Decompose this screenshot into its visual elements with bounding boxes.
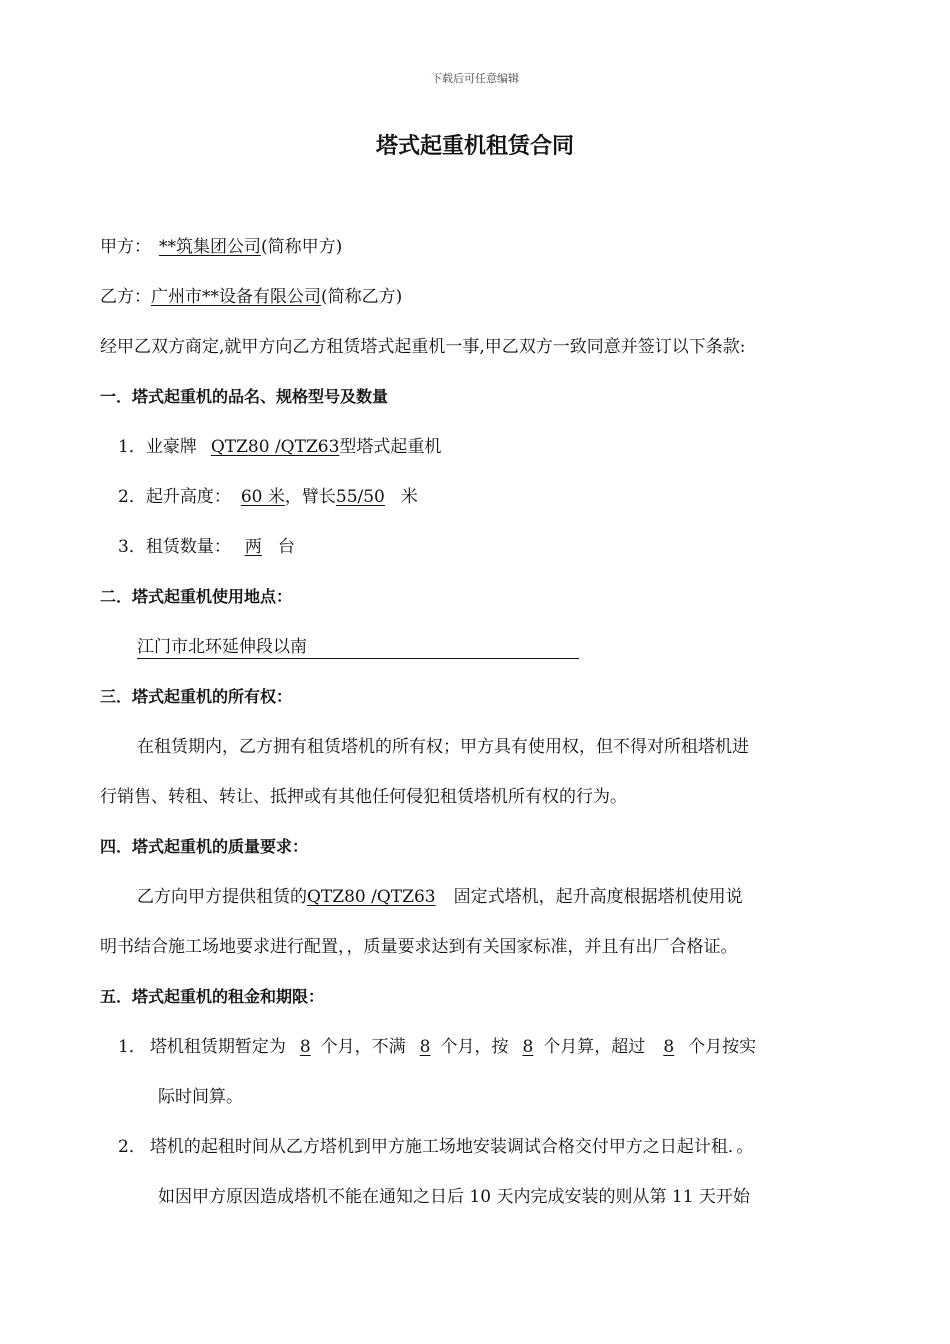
s1-item-2-mid: ，臂长	[284, 487, 336, 507]
s5-item-1-number: 1．	[118, 1037, 146, 1057]
s3-paragraph-line-2: 行销售、转租、转让、抵押或有其他任何侵犯租赁塔机所有权的行为。	[100, 787, 627, 807]
section-3-heading: 三．塔式起重机的所有权：	[100, 687, 293, 706]
s4-p1-suffix: 固定式塔机，起升高度根据塔机使用说	[453, 887, 743, 907]
s1-item-2-height: 60 米	[240, 487, 285, 507]
s5-item-1-text-e: 个月按实	[688, 1037, 757, 1057]
party-b-line	[100, 286, 402, 308]
intro-paragraph: 经甲乙双方商定,就甲方向乙方租赁塔式起重机一事,甲乙双方一致同意并签订以下条款:	[100, 337, 746, 357]
s5-item-2-text: 塔机的起租时间从乙方塔机到甲方施工场地安装调试合格交付甲方之日起计租．。	[149, 1137, 754, 1157]
s4-paragraph-line-1	[137, 886, 743, 908]
s5-item-1-value-1: 8	[299, 1037, 311, 1057]
party-a-suffix: (简称甲方)	[261, 237, 343, 257]
section-2-heading: 二．塔式起重机使用地点：	[100, 587, 293, 606]
s5-item-2	[118, 1136, 753, 1158]
section-4-heading: 四．塔式起重机的质量要求：	[100, 837, 309, 856]
s3-paragraph-line-1: 在租赁期内，乙方拥有租赁塔机的所有权；甲方具有使用权，但不得对所租塔机进	[137, 737, 749, 757]
s1-item-1-model: QTZ80 /QTZ63	[210, 437, 340, 457]
document-title: 塔式起重机租赁合同	[375, 134, 574, 159]
s4-p1-prefix: 乙方向甲方提供租赁的	[137, 887, 307, 907]
s1-item-1-suffix: 型塔式起重机	[339, 437, 442, 457]
s1-item-3-unit: 台	[277, 537, 295, 557]
s5-item-1-value-3: 8	[522, 1037, 534, 1057]
s1-item-3-prefix: 3．租赁数量：	[118, 537, 231, 557]
header-note: 下载后可任意编辑	[431, 72, 519, 85]
party-a-line	[100, 236, 342, 258]
s5-item-1-text-c: 个月，按	[440, 1037, 509, 1057]
s4-paragraph-line-2: 明书结合施工场地要求进行配置，，质量要求达到有关国家标准，并且有出厂合格证。	[100, 937, 738, 957]
party-a-label: 甲方：	[100, 237, 151, 257]
s5-item-1-continuation: 际时间算。	[158, 1087, 243, 1107]
s1-item-3	[118, 536, 295, 558]
party-b-suffix: (简称乙方)	[321, 287, 403, 307]
party-a-name: **筑集团公司	[159, 237, 261, 257]
s1-item-2-prefix: 2．起升高度：	[118, 487, 231, 507]
s1-item-2-arm: 55/50	[335, 487, 385, 507]
usage-address: 江门市北环延伸段以南	[137, 636, 579, 659]
s5-item-1-value-2: 8	[419, 1037, 431, 1057]
s1-item-2	[118, 486, 418, 508]
party-b-name: 广州市**设备有限公司	[151, 287, 321, 307]
s5-item-1-text-d: 个月算，超过	[543, 1037, 646, 1057]
s5-item-2-number: 2．	[118, 1137, 146, 1157]
s5-item-1-text-a: 塔机租赁期暂定为	[149, 1037, 286, 1057]
s1-item-2-unit: 米	[400, 487, 418, 507]
s5-item-2-continuation: 如因甲方原因造成塔机不能在通知之日后 10 天内完成安装的则从第 11 天开始	[158, 1187, 750, 1207]
s1-item-1	[118, 436, 441, 458]
section-1-heading: 一．塔式起重机的品名、规格型号及数量	[100, 387, 389, 406]
s1-item-3-qty: 两	[244, 537, 262, 557]
s5-item-1-text-b: 个月，不满	[320, 1037, 406, 1057]
s5-item-1-value-4: 8	[663, 1037, 675, 1057]
party-b-label: 乙方：	[100, 287, 151, 307]
s1-item-1-prefix: 1．业豪牌	[118, 437, 197, 457]
s4-p1-model: QTZ80 /QTZ63	[307, 887, 436, 907]
s5-item-1	[118, 1036, 756, 1058]
section-5-heading: 五．塔式起重机的租金和期限：	[100, 987, 325, 1006]
